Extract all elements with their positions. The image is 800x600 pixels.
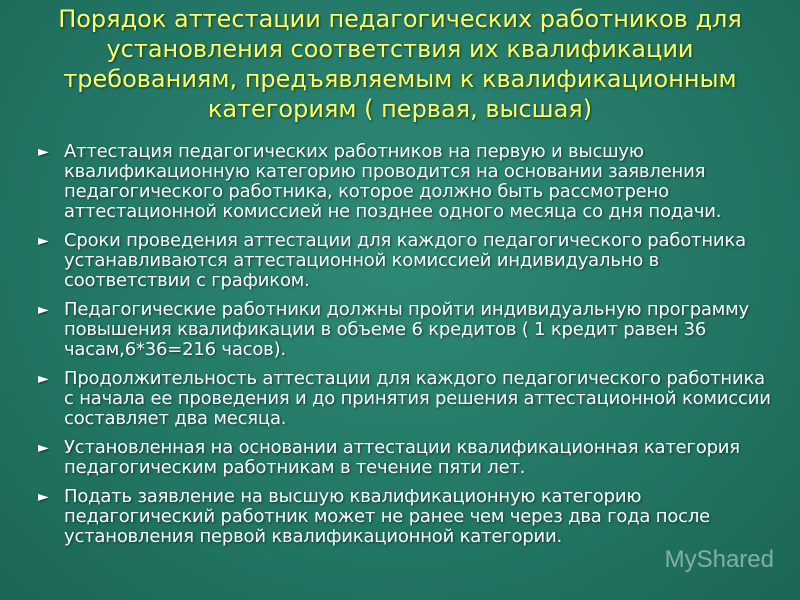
slide-title: Порядок аттестации педагогических работников для установления соответствия их квалификации требованиям, предъявляемым к квалификационным категориям ( первая, высшая) bbox=[58, 5, 742, 123]
arrow-bullet-icon: ► bbox=[38, 302, 49, 318]
bullet-item bbox=[36, 300, 776, 360]
watermark: MyShared bbox=[664, 546, 774, 573]
bullet-list bbox=[36, 142, 776, 556]
bullet-item bbox=[36, 369, 776, 429]
arrow-bullet-icon: ► bbox=[38, 489, 49, 505]
bullet-text: Установленная на основании аттестации квалификационная категория педагогическим работникам в течение пяти лет. bbox=[64, 437, 740, 478]
arrow-bullet-icon: ► bbox=[38, 233, 49, 249]
arrow-bullet-icon: ► bbox=[38, 371, 49, 387]
bullet-text: Продолжительность аттестации для каждого педагогического работника с начала ее проведения и до принятия решения аттестационной комиссии составляет два месяца. bbox=[64, 368, 771, 429]
arrow-bullet-icon: ► bbox=[38, 144, 49, 160]
bullet-item bbox=[36, 142, 776, 222]
bullet-item bbox=[36, 231, 776, 291]
bullet-text: Сроки проведения аттестации для каждого педагогического работника устанавливаются аттестационной комиссией индивидуально в соответствии с графиком. bbox=[64, 230, 746, 291]
arrow-bullet-icon: ► bbox=[38, 440, 49, 456]
bullet-item bbox=[36, 438, 776, 478]
bullet-item bbox=[36, 487, 776, 547]
bullet-text: Подать заявление на высшую квалификационную категорию педагогический работник может не ранее чем через два года после установления первой квалификационной категории. bbox=[64, 486, 711, 547]
bullet-text: Педагогические работники должны пройти индивидуальную программу повышения квалификации в объеме 6 кредитов ( 1 кредит равен 36 часам,6*36=216 часов). bbox=[64, 299, 749, 360]
bullet-text: Аттестация педагогических работников на первую и высшую квалификационную категорию проводится на основании заявления педагогического работника, которое должно быть рассмотрено аттестационной комиссией не позднее одного месяца со дня подачи. bbox=[64, 141, 722, 222]
